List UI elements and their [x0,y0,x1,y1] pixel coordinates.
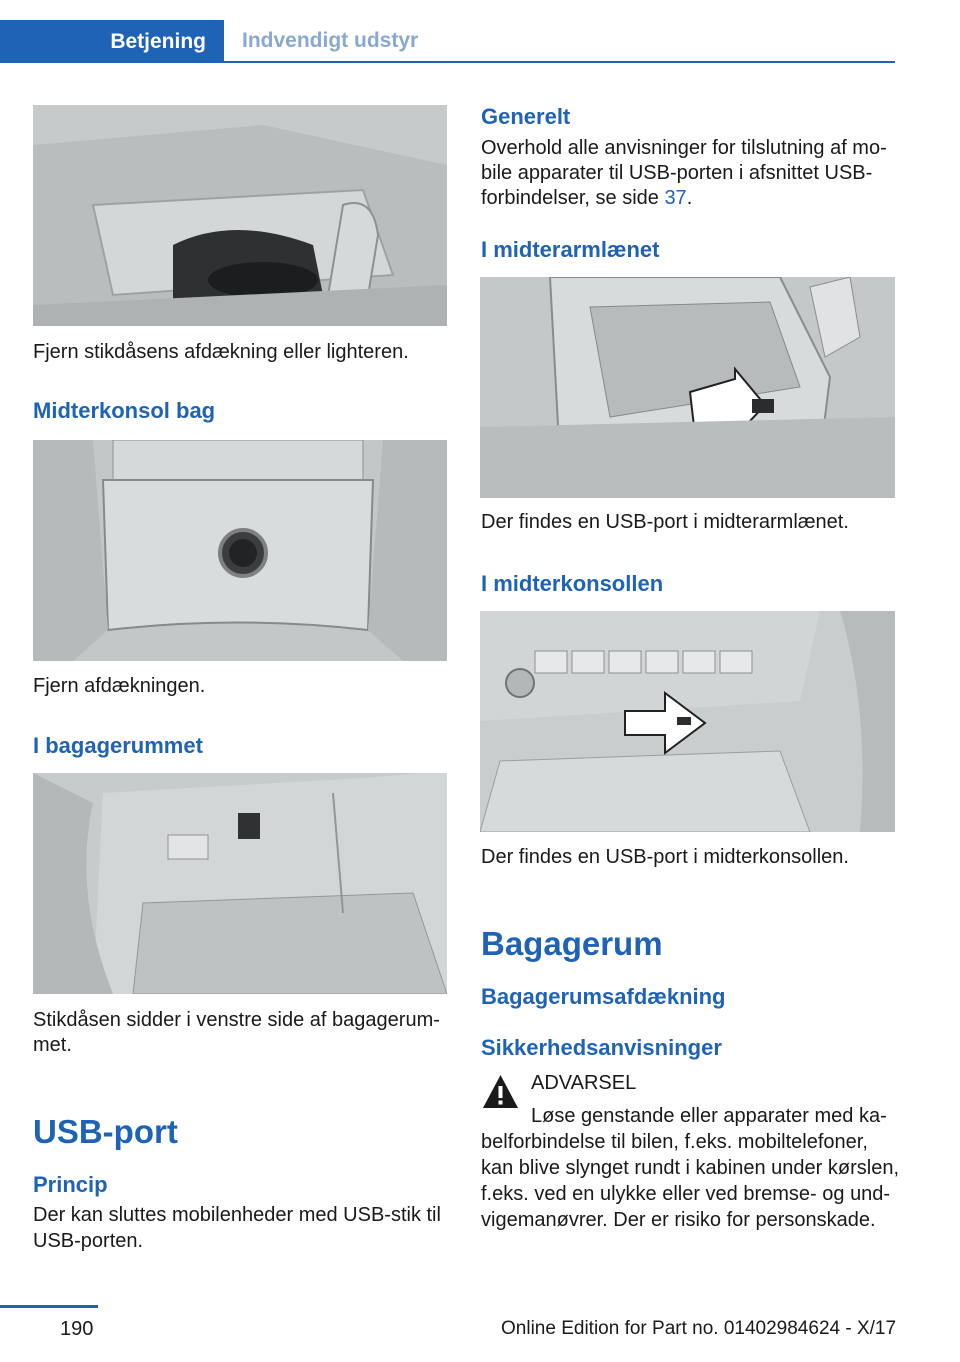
generelt-line3-text: forbindelser, se side [481,187,665,209]
cupholder-photo [33,105,447,326]
generelt-line3 [481,186,692,211]
header-rule [0,61,895,63]
princip-line2: USB-porten. [33,1230,144,1252]
caption-fjern-afdaekning: Fjern afdækningen. [33,675,206,697]
warning-line4: f.eks. ved en ulykke eller ved bremse- og und- [481,1183,891,1205]
tab-indvendigt-udstyr[interactable]: Indvendigt udstyr [242,28,419,52]
generelt-line1: Overhold alle anvisninger for tilslutning af mo- [481,137,887,159]
warning-triangle-icon [481,1072,520,1112]
heading-generelt: Generelt [481,104,571,129]
section-title-bagagerum: Bagagerum [481,925,663,962]
warning-line1: Løse genstande eller apparater med ka- [531,1105,887,1127]
caption-armlaen: Der findes en USB-port i midterarmlænet. [481,511,849,533]
caption-trunk-line2: met. [33,1034,72,1056]
tab-betjening[interactable]: Betjening [0,20,224,63]
heading-midterkonsol-bag: Midterkonsol bag [33,398,216,423]
trunk-photo [33,773,447,994]
page-number: 190 [60,1318,94,1340]
heading-bagagerumsafdaekning: Bagagerumsafdækning [481,984,726,1009]
generelt-line2: bile apparater til USB-porten i afsnittet USB- [481,162,873,184]
footer-rule [0,1305,98,1308]
heading-i-midterkonsollen: I midterkonsollen [481,571,664,596]
edition-note: Online Edition for Part no. 01402984624 - X/17 [501,1318,897,1339]
caption-trunk-line1: Stikdåsen sidder i venstre side af bagagerum- [33,1009,440,1031]
generelt-line3-end: . [686,187,693,209]
rear-console-photo [33,440,447,661]
caption-stikdaase: Fjern stikdåsens afdækning eller lighteren. [33,341,409,363]
warning-line5: vigemanøvrer. Der er risiko for personskade. [481,1209,876,1231]
heading-sikkerhedsanvisninger: Sikkerhedsanvisninger [481,1035,722,1060]
center-console-photo [480,611,895,832]
warning-line2: belforbindelse til bilen, f.eks. mobiltelefoner, [481,1131,868,1153]
princip-line1: Der kan sluttes mobilenheder med USB-stik til [33,1204,441,1226]
page-header [0,0,960,64]
heading-i-midterarmlaenet: I midterarmlænet [481,237,660,262]
page-link-37[interactable]: 37 [664,187,687,209]
warning-line3: kan blive slynget rundt i kabinen under kørslen, [481,1157,900,1179]
heading-i-bagagerummet: I bagagerummet [33,733,203,758]
caption-konsol: Der findes en USB-port i midterkonsollen. [481,846,849,868]
section-title-usb-port: USB-port [33,1113,178,1150]
warning-label: ADVARSEL [531,1072,637,1094]
armrest-photo [480,277,895,498]
heading-princip: Princip [33,1172,108,1197]
